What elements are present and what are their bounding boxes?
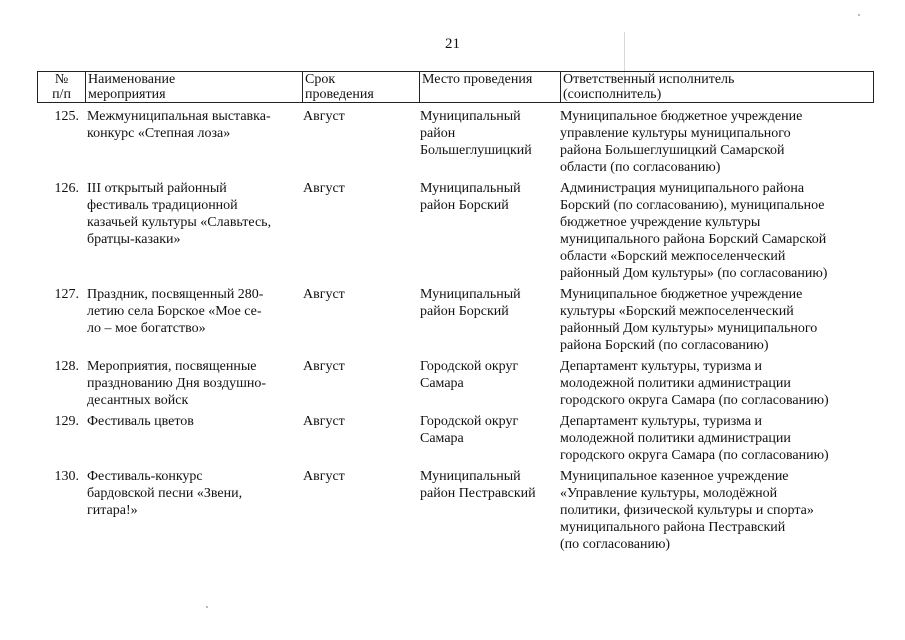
scan-speck [858,14,860,16]
event-place-line: Муниципальный [420,287,521,302]
table-row [37,180,870,286]
event-executor [558,286,870,358]
event-name [85,108,301,180]
event-place-line: район [420,126,456,141]
event-date: Август [303,109,345,124]
event-name-line: казачьей культуры «Славьтесь, [87,215,272,230]
event-executor-line: районный Дом культуры» (по согласованию) [560,266,828,281]
event-place-line: Большеглушицкий [420,143,532,158]
event-name-line: летию села Борское «Мое се- [87,304,262,319]
table-row [37,286,870,358]
header-name [86,72,303,103]
event-date: Август [303,359,345,374]
event-date: Август [303,469,345,484]
event-place-line: Самара [420,376,464,391]
event-executor-line: Департамент культуры, туризма и [560,359,763,374]
header-place-line [422,87,558,102]
event-name [85,286,301,358]
event-executor-line: «Управление культуры, молодёжной [560,486,778,501]
table-header [37,71,874,103]
event-executor-line: управление культуры муниципального [560,126,791,141]
event-name-line: ло – мое богатство» [87,321,206,336]
header-date [303,72,420,103]
event-executor-line: районный Дом культуры» муниципального [560,321,818,336]
header-executor [561,72,874,103]
event-name-line: конкурс «Степная лоза» [87,126,231,141]
row-number: 127. [54,287,79,302]
header-name-line: мероприятия [88,87,166,102]
row-number: 126. [54,181,79,196]
event-name-line: гитара!» [87,503,138,518]
event-executor-line: Администрация муниципального района [560,181,805,196]
event-name-line: Мероприятия, посвященные [87,359,257,374]
row-number: 129. [54,414,79,429]
event-executor-line: района Борский (по согласованию) [560,338,769,353]
event-name-line: Фестиваль-конкурс [87,469,203,484]
event-name [85,358,301,413]
event-executor-line: культуры «Борский межпоселенческий [560,304,794,319]
header-name-line: Наименование [88,72,176,87]
event-place [418,468,558,557]
header-place [420,72,561,103]
header-date-line: проведения [305,87,374,102]
event-name-line: Фестиваль цветов [87,414,194,429]
event-executor-line: бюджетное учреждение культуры [560,215,761,230]
event-name-line: празднованию Дня воздушно- [87,376,267,391]
event-executor-line: области (по согласованию) [560,160,721,175]
event-place [418,413,558,468]
event-name [85,180,301,286]
event-place [418,286,558,358]
event-name-line: фестиваль традиционной [87,198,238,213]
event-executor-line: Департамент культуры, туризма и [560,414,763,429]
event-place-line: район Борский [420,304,509,319]
table-row [37,468,870,557]
event-executor-line: молодежной политики администрации [560,431,791,446]
event-executor [558,358,870,413]
event-executor [558,108,870,180]
event-name-line: братцы-казаки» [87,232,181,247]
event-executor-line: политики, физической культуры и спорта» [560,503,814,518]
event-place-line: Самара [420,431,464,446]
event-executor-line: молодежной политики администрации [560,376,791,391]
event-place-line: Муниципальный [420,181,521,196]
event-executor [558,413,870,468]
event-name [85,468,301,557]
event-place [418,180,558,286]
header-place-line: Место проведения [422,72,533,87]
event-executor-line: (по согласованию) [560,537,671,552]
event-executor-line: района Большеглушицкий Самарской [560,143,785,158]
page-number: 21 [445,36,460,52]
event-executor-line: городского округа Самара (по согласованию) [560,393,829,408]
event-executor-line: Муниципальное бюджетное учреждение [560,109,803,124]
event-executor-line: городского округа Самара (по согласованию) [560,448,829,463]
event-executor-line: Борский (по согласованию), муниципальное [560,198,825,213]
event-executor-line: муниципального района Пестравский [560,520,786,535]
header-row [38,72,874,103]
row-number: 125. [54,109,79,124]
table-row [37,413,870,468]
events-table [37,108,870,557]
event-name-line: десантных войск [87,393,189,408]
event-date: Август [303,181,345,196]
event-name-line: Межмуниципальная выставка- [87,109,271,124]
event-place-line: Городской округ [420,359,519,374]
event-date: Август [303,414,345,429]
event-executor [558,180,870,286]
event-place-line: Муниципальный [420,109,521,124]
events-table-body [37,108,870,557]
header-date-line: Срок [305,72,336,87]
header-num [38,72,86,103]
event-name-line: III открытый районный [87,181,227,196]
event-executor-line: области «Борский межпоселенческий [560,249,786,264]
event-place [418,358,558,413]
scan-speck [206,606,208,608]
event-executor-line: Муниципальное бюджетное учреждение [560,287,803,302]
event-name-line: Праздник, посвященный 280- [87,287,264,302]
event-executor-line: Муниципальное казенное учреждение [560,469,789,484]
header-exec-line: Ответственный исполнитель [563,72,735,87]
header-exec-line: (соисполнитель) [563,87,662,102]
event-name [85,413,301,468]
event-name-line: бардовской песни «Звени, [87,486,243,501]
event-date: Август [303,287,345,302]
table-row [37,108,870,180]
event-place [418,108,558,180]
table-row [37,358,870,413]
event-place-line: Городской округ [420,414,519,429]
row-number: 128. [54,359,79,374]
header-num-line: п/п [52,87,71,102]
event-executor [558,468,870,557]
row-number: 130. [54,469,79,484]
event-place-line: Муниципальный [420,469,521,484]
event-place-line: район Пестравский [420,486,536,501]
header-num-line: № [54,72,69,87]
event-executor-line: муниципального района Борский Самарской [560,232,827,247]
event-place-line: район Борский [420,198,509,213]
